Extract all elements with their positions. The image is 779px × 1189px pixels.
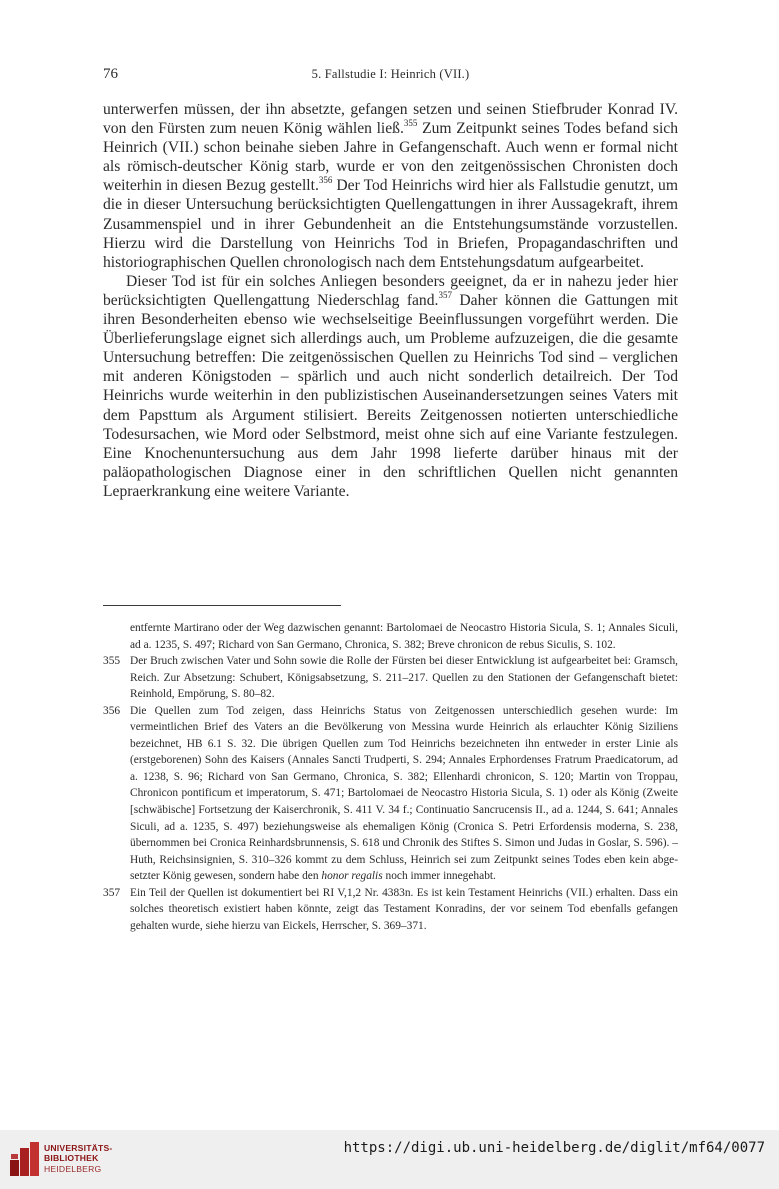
footnote-357 (103, 885, 678, 935)
footnote-continuation-text: entfernte Martirano oder der Weg dazwischen genannt: Bartolomaei de Neocastro Historia Sicula, S. 1; Annales Siculi, ad a. 1235, S. 497; Richard von San Germano, Chronica, S. 382; Breve chronicon de rebus Siculis, S. 102. (130, 622, 678, 651)
paragraph-1 (103, 100, 678, 272)
footnote-ref-356[interactable]: 356 (318, 175, 333, 186)
footnote-text-end: noch immer innegehabt. (382, 870, 496, 883)
library-logo-icon (8, 1140, 40, 1178)
footnote-italic-term: honor regalis (321, 870, 383, 883)
footnote-text: Die Quellen zum Tod zeigen, dass Heinrichs Status von Zeitgenossen unterschiedlich gesehen wurde: Im vermeintlichen Brief des Vaters an die Bevölkerung von Messina wurde Heinrich als erlauchter König Siziliens bezeichnet, HB 6.1 S. 32. Die übrigen Quellen zum Tod Heinrichs bezeichneten ihn entweder in erster Linie als (erstgeborenen) Sohn des Kaisers (Annales Sancti Trudperti, S. 294; Annales Erphordenses Fratrum Praedicatorum, ad a. 1238, S. 96; Richard von San Germano, Chronica, S. 382; Ellenhardi chronicon, S. 120; Martin von Troppau, Chronicon pontificum et imperatorum, S. 471; Bartolomaei de Neocastro Historia Sicula, S. 1) oder als König (Zweite [schwäbische] Fortsetzung der Kaiserchronik, S. 411 V. 34 f.; Continuatio Sancrucensis II., ad a. 1244, S. 641; Annales Siculi, ad a. 1235, S. 497) beziehungsweise als ehemaligen König (Cronica S. Petri Erfordensis moderna, S. 238, übernommen bei Cronica Reinhardsbrunnensis, S. 618 und Chronik des Stiftes S. Simon und Judas in Goslar, S. 596). – Huth, Reichsinsignien, S. 310–326 kommt zu dem Schluss, Heinrich sei zum Zeitpunkt seines Todes eben kein abgesetzter König gewesen, sondern habe den (130, 704, 678, 883)
paragraph-2-part-1: Dieser Tod ist für ein solches Anliegen besonders geeignet, da er in nahezu jeder hier berücksichtigten Quellengattung Niederschlag fand. (103, 272, 678, 309)
permalink-url[interactable]: https://digi.ub.uni-heidelberg.de/diglit/mf64/0077 (343, 1140, 765, 1156)
main-text (103, 100, 678, 501)
library-name-line-2: BIBLIOTHEK (44, 1153, 99, 1164)
library-name-line-3: HEIDELBERG (44, 1163, 102, 1174)
footnotes (103, 620, 678, 934)
footnote-number: 356 (103, 704, 121, 717)
footnote-ref-355[interactable]: 355 (403, 117, 418, 128)
footnote-separator (103, 605, 341, 606)
page-header (103, 66, 678, 86)
footnote-356 (103, 703, 678, 885)
paragraph-1-part-2: Zum Zeitpunkt seines Todes befand sich Heinrich (VII.) schon beinahe sieben Jahre in Gefangenschaft. Auch wenn er formal nicht als römisch-deutscher König starb, wurde er von den zeitgenössischen Chronisten doch weiterhin in diesen Bezug gestellt. (103, 120, 678, 195)
paragraph-1-part-1: unterwerfen müssen, der ihn absetzte, gefangen setzen und seinen Stiefbruder Konrad IV. von den Fürsten zum neuen König wählen ließ. (103, 101, 678, 138)
viewer-footer-bar (0, 1130, 779, 1189)
library-name (44, 1143, 164, 1174)
page-number: 76 (103, 66, 118, 82)
paragraph-1-part-3: Der Tod Heinrichs wird hier als Fallstudie genutzt, um die in dieser Untersuchung berücksichtigten Quellengattungen in ihrer Aussagekraft, ihrem Zusammenspiel und in ihrer Gebundenheit an die Entstehungsumstände vorzustellen. Hierzu wird die Darstellung von Heinrichs Tod in Briefen, Propagandaschriften und historiographischen Quellen chronologisch nach dem Entstehungsdatum aufgearbeitet. (103, 177, 678, 271)
footnote-number: 355 (103, 655, 121, 668)
footnote-ref-357[interactable]: 357 (438, 289, 452, 300)
library-name-line-1: UNIVERSITÄTS- (44, 1143, 113, 1153)
footnote-continuation (103, 620, 678, 653)
footnote-text: Der Bruch zwischen Vater und Sohn sowie die Rolle der Fürsten bei dieser Entwicklung ist aufgearbeitet bei: Gramsch, Reich. Zur Absetzung: Schubert, Königsabsetzung, S. 211–217. Quellen zu den Stationen der Gefangenschaft bietet: Reinhold, Empörung, S. 80–82. (130, 655, 678, 701)
footnote-number: 357 (103, 886, 121, 899)
footnote-text: Ein Teil der Quellen ist dokumentiert bei RI V,1,2 Nr. 4383n. Es ist kein Testament Heinrichs (VII.) erhalten. Dass ein solches theoretisch existiert haben könnte, zeigt das Testament Konradins, der vor seinem Tod ebenfalls gefangen gehalten wurde, siehe hierzu van Eickels, Herrscher, S. 369–371. (130, 886, 678, 932)
paragraph-2-part-2: Daher können die Gattungen mit ihren Besonderheiten ebenso wie wechselseitige Beeinflussungen vorgeführt werden. Die Überlieferungslage eignet sich allerdings auch, um Probleme aufzuzeigen, die die gesamte Untersuchung betreffen: Die zeitgenössischen Quellen zu Heinrichs Tod sind – verglichen mit anderen Königstoden – spärlich und auch nicht sonderlich detailreich. Der Tod Heinrichs wurde weiterhin in den publizistischen Auseinandersetzungen seines Vaters mit dem Papsttum als Argument stilisiert. Bereits Zeitgenossen notierten unterschiedliche Todesursachen, wie Mord oder Selbstmord, meist ohne sich auf eine Variante festzulegen. Eine Knochenuntersuchung aus dem Jahr 1998 lieferte darüber hinaus mit der paläopathologischen Diagnose einer in den schriftlichen Quellen nicht genannten Lepraerkrankung eine weitere Variante. (103, 291, 679, 500)
paragraph-2 (103, 272, 678, 501)
footnote-355 (103, 653, 678, 703)
running-head: 5. Fallstudie I: Heinrich (VII.) (311, 67, 470, 81)
